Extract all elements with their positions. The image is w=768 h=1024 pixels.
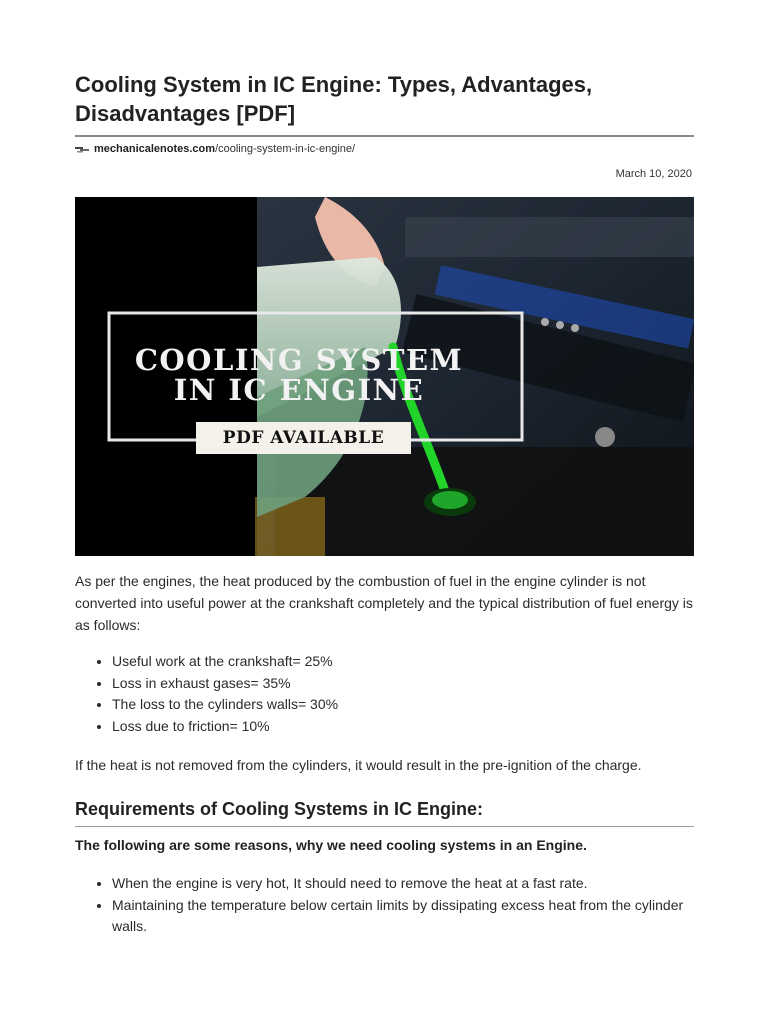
intro-paragraph: As per the engines, the heat produced by the combustion of fuel in the engine cylinder is not converted into useful power at the crankshaft completely and the typical distribution of fuel energy is as follows:	[75, 573, 693, 633]
hero-image	[75, 197, 694, 556]
page-title: Cooling System in IC Engine: Types, Advantages, Disadvantages [PDF]	[75, 72, 593, 126]
section-divider	[75, 826, 694, 827]
publish-date: March 10, 2020	[615, 168, 692, 180]
reasons-list	[75, 873, 692, 938]
title-divider	[75, 135, 694, 137]
list-item: • When the engine is very hot, It should need to remove the heat at a fast rate.	[112, 873, 692, 895]
hero-title: COOLING SYSTEM IN IC ENGINE	[134, 343, 464, 407]
note-paragraph: If the heat is not removed from the cylinders, it would result in the pre-ignition of the charge.	[75, 757, 642, 773]
source-path: /cooling-system-in-ic-engine/	[215, 143, 356, 155]
source-domain: mechanicalenotes.com	[94, 143, 216, 155]
pdf-available-badge: PDF AVAILABLE	[196, 422, 411, 454]
distribution-list	[75, 651, 692, 737]
list-item: • Loss due to friction= 10%	[112, 716, 692, 738]
list-item: • Loss in exhaust gases= 35%	[112, 673, 692, 695]
list-item: • Maintaining the temperature below certain limits by dissipating excess heat from the cylinder walls.	[112, 895, 692, 938]
list-item: • The loss to the cylinders walls= 30%	[112, 694, 692, 716]
site-logo-icon	[75, 145, 89, 153]
section-lead: The following are some reasons, why we need cooling systems in an Engine.	[75, 837, 587, 853]
section-heading: Requirements of Cooling Systems in IC Engine:	[75, 799, 484, 819]
list-item: • Useful work at the crankshaft= 25%	[112, 651, 692, 673]
source-link[interactable]	[75, 142, 355, 156]
